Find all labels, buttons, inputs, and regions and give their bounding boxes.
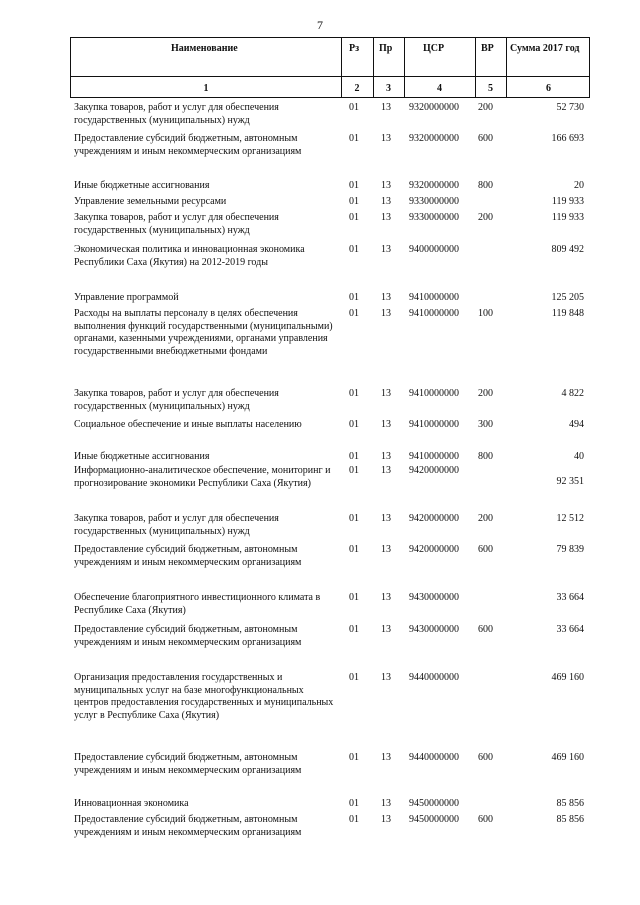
row-rz: 01 [349,180,359,191]
row-rz: 01 [349,308,359,319]
row-pr: 13 [381,798,391,809]
row-csr: 9450000000 [409,798,459,809]
row-name: Предоставление субсидий бюджетным, автономным учреждениям и иным некоммерческим организациям [74,814,302,838]
row-pr: 13 [381,624,391,635]
row-pr: 13 [381,672,391,683]
row-sum: 33 664 [556,592,584,603]
row-rz: 01 [349,451,359,462]
row-csr: 9320000000 [409,133,459,144]
row-csr: 9440000000 [409,752,459,763]
row-csr: 9410000000 [409,292,459,303]
row-rz: 01 [349,592,359,603]
row-name: Иные бюджетные ассигнования [74,451,210,462]
row-pr: 13 [381,102,391,113]
row-vr: 800 [478,180,493,191]
row-name: Предоставление субсидий бюджетным, автономным учреждениям и иным некоммерческим организациям [74,624,302,648]
row-csr: 9430000000 [409,624,459,635]
row-sum: 79 839 [556,544,584,555]
header-num-2: 2 [354,83,360,94]
row-sum: 166 693 [551,133,584,144]
row-vr: 600 [478,544,493,555]
row-sum: 33 664 [556,624,584,635]
row-sum: 85 856 [556,814,584,825]
header-num-3: 3 [386,83,391,94]
header-num-4: 4 [437,83,442,94]
header-pr: Пр [379,43,393,54]
row-rz: 01 [349,244,359,255]
header-num-1: 1 [203,83,209,94]
row-sum: 119 933 [551,212,584,223]
row-csr: 9440000000 [409,672,459,683]
row-name: Предоставление субсидий бюджетным, автономным учреждениям и иным некоммерческим организациям [74,752,302,776]
row-pr: 13 [381,814,391,825]
row-csr: 9420000000 [409,465,459,476]
row-name: Закупка товаров, работ и услуг для обеспечения государственных (муниципальных) нужд [74,212,279,236]
row-csr: 9420000000 [409,544,459,555]
row-csr: 9450000000 [409,814,459,825]
row-sum: 52 730 [556,102,584,113]
row-pr: 13 [381,544,391,555]
row-csr: 9410000000 [409,308,459,319]
row-pr: 13 [381,308,391,319]
row-vr: 600 [478,133,493,144]
row-pr: 13 [381,180,391,191]
row-pr: 13 [381,196,391,207]
row-pr: 13 [381,133,391,144]
row-sum: 40 [574,451,584,462]
row-vr: 200 [478,513,493,524]
row-pr: 13 [381,388,391,399]
row-csr: 9410000000 [409,388,459,399]
row-sum: 125 205 [551,292,584,303]
header-row-divider [71,76,589,77]
row-pr: 13 [381,212,391,223]
row-rz: 01 [349,672,359,683]
row-vr: 600 [478,624,493,635]
row-name: Управление земельными ресурсами [74,196,227,207]
row-name: Информационно-аналитическое обеспечение, мониторинг и прогнозирование экономики Республики Саха (Якутия) [74,465,331,489]
row-name: Предоставление субсидий бюджетным, автономным учреждениям и иным некоммерческим организациям [74,133,302,157]
row-rz: 01 [349,752,359,763]
row-sum: 119 848 [551,308,584,319]
header-rz: Рз [349,43,360,54]
row-name: Инновационная экономика [74,798,189,809]
header-num-6: 6 [546,83,551,94]
page-number: 7 [317,18,323,32]
row-csr: 9320000000 [409,180,459,191]
row-sum: 469 160 [551,752,584,763]
row-vr: 600 [478,752,493,763]
row-rz: 01 [349,292,359,303]
row-csr: 9410000000 [409,419,459,430]
row-csr: 9330000000 [409,196,459,207]
row-name: Организация предоставления государственных и муниципальных услуг на базе многофункциональных центров предоставления государственных и муниципальных услуг в Республике Саха (Якутия) [74,672,334,721]
row-rz: 01 [349,196,359,207]
row-rz: 01 [349,513,359,524]
row-csr: 9320000000 [409,102,459,113]
table-header [70,37,590,98]
row-pr: 13 [381,752,391,763]
row-name: Социальное обеспечение и иные выплаты населению [74,419,302,430]
row-rz: 01 [349,102,359,113]
row-name: Закупка товаров, работ и услуг для обеспечения государственных (муниципальных) нужд [74,388,279,412]
row-csr: 9410000000 [409,451,459,462]
row-sum: 494 [569,419,584,430]
row-sum: 20 [574,180,584,191]
row-sum: 809 492 [551,244,584,255]
row-rz: 01 [349,544,359,555]
row-name: Закупка товаров, работ и услуг для обеспечения государственных (муниципальных) нужд [74,513,279,537]
row-vr: 200 [478,388,493,399]
row-name: Закупка товаров, работ и услуг для обеспечения государственных (муниципальных) нужд [74,102,279,126]
row-sum: 92 351 [556,476,584,487]
row-name: Предоставление субсидий бюджетным, автономным учреждениям и иным некоммерческим организациям [74,544,302,568]
row-vr: 600 [478,814,493,825]
row-sum: 12 512 [556,513,584,524]
row-rz: 01 [349,388,359,399]
row-name: Экономическая политика и инновационная экономика Республики Саха (Якутия) на 2012-2019 годы [74,244,305,268]
header-num-5: 5 [488,83,493,94]
row-sum: 85 856 [556,798,584,809]
row-name: Расходы на выплаты персоналу в целях обеспечения выполнения функций государственными (муниципальными) органами, казенными учреждениями, органами управления государственными внебюджетными фондами [74,308,333,357]
row-pr: 13 [381,592,391,603]
header-vr: ВР [481,43,494,54]
row-pr: 13 [381,244,391,255]
row-rz: 01 [349,419,359,430]
row-rz: 01 [349,465,359,476]
row-rz: 01 [349,798,359,809]
row-name: Обеспечение благоприятного инвестиционного климата в Республике Саха (Якутия) [74,592,321,616]
row-rz: 01 [349,212,359,223]
row-vr: 200 [478,212,493,223]
row-pr: 13 [381,513,391,524]
row-name: Иные бюджетные ассигнования [74,180,210,191]
row-name: Управление программой [74,292,179,303]
row-csr: 9330000000 [409,212,459,223]
row-csr: 9430000000 [409,592,459,603]
row-rz: 01 [349,814,359,825]
header-sum: Сумма 2017 год [510,43,580,54]
row-pr: 13 [381,292,391,303]
row-pr: 13 [381,419,391,430]
row-csr: 9400000000 [409,244,459,255]
row-pr: 13 [381,465,391,476]
row-sum: 119 933 [551,196,584,207]
row-vr: 100 [478,308,493,319]
row-pr: 13 [381,451,391,462]
row-vr: 300 [478,419,493,430]
row-csr: 9420000000 [409,513,459,524]
row-sum: 469 160 [551,672,584,683]
header-csr: ЦСР [423,43,445,54]
row-rz: 01 [349,624,359,635]
row-vr: 800 [478,451,493,462]
row-rz: 01 [349,133,359,144]
header-name: Наименование [171,43,238,54]
row-sum: 4 822 [561,388,584,399]
row-vr: 200 [478,102,493,113]
